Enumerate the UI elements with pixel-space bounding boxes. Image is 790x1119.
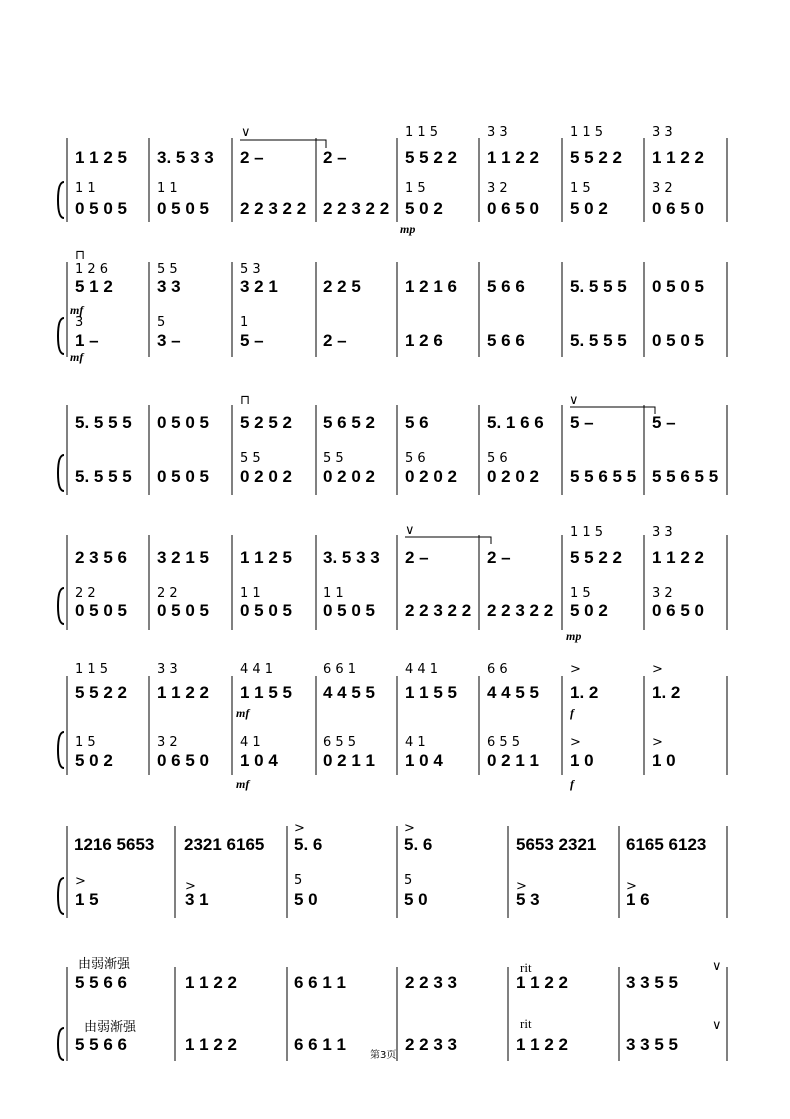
lower-measure: 2 2 3 3 xyxy=(405,1035,457,1054)
accent-mark: > xyxy=(626,879,637,894)
upper-measure: 2 2 3 3 xyxy=(405,973,457,992)
lower-measure: 5 0 2 xyxy=(570,601,608,620)
upper-measure: 5 1 2 xyxy=(75,277,113,296)
upper-measure: 2321 6165 xyxy=(184,835,265,854)
dynamic-f: f xyxy=(570,706,574,720)
upper-measure: 0 5 0 5 xyxy=(157,413,209,432)
upper-measure: 5 5 2 2 xyxy=(405,148,457,167)
lower-harmony: 3 2 xyxy=(487,181,508,196)
system-3 xyxy=(58,393,727,495)
upper-measure: 1 1 5 5 xyxy=(405,683,457,702)
system-7 xyxy=(58,957,727,1061)
lower-measure: 5 0 2 xyxy=(570,199,608,218)
lower-measure: 5 5 6 5 5 xyxy=(570,467,637,486)
lower-measure: 5 0 2 xyxy=(405,199,443,218)
accent-mark: > xyxy=(570,662,581,677)
upper-measure: 5 5 6 6 xyxy=(75,973,127,992)
lower-harmony: 3 xyxy=(75,315,84,330)
lower-measure: 0 2 0 2 xyxy=(323,467,375,486)
upper-harmony: 1 1 5 xyxy=(75,662,109,677)
lower-measure: 1 6 xyxy=(626,890,650,909)
upper-measure: 6 6 1 1 xyxy=(294,973,346,992)
lower-measure: 3 1 xyxy=(185,890,209,909)
lower-measure: 2 2 3 2 2 xyxy=(323,199,390,218)
lower-harmony: 3 2 xyxy=(652,586,673,601)
upper-measure: 1 1 2 2 xyxy=(487,148,539,167)
lower-measure: 0 5 0 5 xyxy=(75,199,127,218)
lower-measure: 0 2 1 1 xyxy=(487,751,539,770)
upper-measure: 2 3 5 6 xyxy=(75,548,127,567)
upper-measure: 3. 5 3 3 xyxy=(157,148,214,167)
upper-measure: 5 6 6 xyxy=(487,277,525,296)
lower-measure: 2 – xyxy=(323,331,347,350)
lower-measure: 1 – xyxy=(75,331,99,350)
lower-measure: 0 5 0 5 xyxy=(652,331,704,350)
upper-harmony: 6 6 1 xyxy=(323,662,357,677)
lower-harmony: 1 5 xyxy=(405,181,426,196)
upper-harmony: 3 3 xyxy=(652,525,673,540)
upper-measure: 5 – xyxy=(570,413,594,432)
upper-measure: 1216 5653 xyxy=(74,835,155,854)
upper-measure: 1 1 2 5 xyxy=(75,148,127,167)
lower-measure: 0 2 0 2 xyxy=(240,467,292,486)
accent-mark: > xyxy=(185,879,196,894)
breath-mark: ∨ xyxy=(712,1018,722,1033)
dynamic-mp: mp xyxy=(400,222,416,236)
lower-measure: 0 6 5 0 xyxy=(652,199,704,218)
lower-measure: 1 0 xyxy=(570,751,594,770)
lower-harmony: 5 5 xyxy=(240,451,261,466)
upper-measure: 2 – xyxy=(240,148,264,167)
accent-mark: > xyxy=(294,821,305,836)
upper-harmony: 6 6 xyxy=(487,662,508,677)
accent-mark: > xyxy=(516,879,527,894)
lower-harmony: 2 2 xyxy=(157,586,178,601)
upper-measure: 1. 2 xyxy=(652,683,681,702)
upper-measure: 5. 6 xyxy=(404,835,433,854)
lower-measure: 0 6 5 0 xyxy=(652,601,704,620)
breath-mark: ∨ xyxy=(405,523,415,538)
upper-measure: 0 5 0 5 xyxy=(652,277,704,296)
upper-harmony: 1 2 6 xyxy=(75,262,109,277)
lower-measure: 3 3 5 5 xyxy=(626,1035,678,1054)
lower-measure: 2 2 3 2 2 xyxy=(240,199,307,218)
lower-measure: 5 0 xyxy=(404,890,428,909)
dynamic-mf: mf xyxy=(70,350,84,364)
accent-mark: > xyxy=(75,874,86,889)
dynamic-mf: mf xyxy=(236,777,250,791)
page-number: 第3页 xyxy=(370,1050,397,1061)
lower-harmony: 5 xyxy=(294,873,303,888)
lower-measure: 1 0 xyxy=(652,751,676,770)
upper-measure: 2 2 5 xyxy=(323,277,361,296)
upper-measure: 1 1 2 2 xyxy=(652,548,704,567)
lower-harmony: 3 2 xyxy=(652,181,673,196)
lower-measure: 5 3 xyxy=(516,890,540,909)
lower-measure: 2 2 3 2 2 xyxy=(405,601,472,620)
lower-harmony: 1 1 xyxy=(240,586,261,601)
system-6 xyxy=(58,821,727,918)
dynamic-mf: mf xyxy=(70,303,84,317)
upper-measure: 3 3 5 5 xyxy=(626,973,678,992)
lower-measure: 5. 5 5 5 xyxy=(570,331,627,350)
lower-harmony: 1 5 xyxy=(75,735,96,750)
upper-measure: 1 1 5 5 xyxy=(240,683,292,702)
lower-measure: 2 2 3 2 2 xyxy=(487,601,554,620)
lower-harmony: 4 1 xyxy=(405,735,426,750)
lower-harmony: 5 xyxy=(404,873,413,888)
system-2 xyxy=(58,248,727,364)
accent-mark: > xyxy=(652,662,663,677)
lower-measure: 0 5 0 5 xyxy=(323,601,375,620)
lower-measure: 1 1 2 2 xyxy=(516,1035,568,1054)
bow-mark: ⊓ xyxy=(75,248,86,263)
lower-measure: 5. 5 5 5 xyxy=(75,467,132,486)
breath-mark: ∨ xyxy=(241,125,251,140)
lower-harmony: 5 5 xyxy=(323,451,344,466)
lower-harmony: 1 5 xyxy=(570,586,591,601)
ritardando-label: rit xyxy=(520,1016,532,1031)
upper-measure: 5 2 5 2 xyxy=(240,413,292,432)
upper-measure: 3. 5 3 3 xyxy=(323,548,380,567)
crescendo-label: 由弱渐强 xyxy=(78,957,131,972)
upper-harmony: 5 3 xyxy=(240,262,261,277)
lower-measure: 5 0 2 xyxy=(75,751,113,770)
upper-measure: 1 1 2 2 xyxy=(516,973,568,992)
upper-measure: 5. 5 5 5 xyxy=(570,277,627,296)
lower-harmony: 6 5 5 xyxy=(323,735,357,750)
upper-harmony: 1 1 5 xyxy=(405,125,439,140)
upper-measure: 5. 6 xyxy=(294,835,323,854)
lower-measure: 0 6 5 0 xyxy=(157,751,209,770)
bow-mark: ⊓ xyxy=(240,393,251,408)
upper-harmony: 4 4 1 xyxy=(240,662,274,677)
upper-measure: 5. 5 5 5 xyxy=(75,413,132,432)
upper-measure: 5653 2321 xyxy=(516,835,597,854)
lower-harmony: 1 1 xyxy=(323,586,344,601)
upper-measure: 2 – xyxy=(323,148,347,167)
upper-measure: 5. 1 6 6 xyxy=(487,413,544,432)
system-5 xyxy=(58,662,727,791)
lower-measure: 6 6 1 1 xyxy=(294,1035,346,1054)
upper-harmony: 4 4 1 xyxy=(405,662,439,677)
upper-measure: 4 4 5 5 xyxy=(487,683,539,702)
lower-measure: 0 2 0 2 xyxy=(487,467,539,486)
upper-measure: 5 6 xyxy=(405,413,429,432)
accent-mark: > xyxy=(652,735,663,750)
upper-measure: 2 – xyxy=(487,548,511,567)
upper-measure: 5 5 2 2 xyxy=(570,148,622,167)
dynamic-mp: mp xyxy=(566,629,582,643)
lower-measure: 5 5 6 6 xyxy=(75,1035,127,1054)
lower-harmony: 1 xyxy=(240,315,249,330)
lower-harmony: 1 5 xyxy=(570,181,591,196)
upper-measure: 3 2 1 xyxy=(240,277,278,296)
lower-measure: 0 5 0 5 xyxy=(157,601,209,620)
upper-harmony: 3 3 xyxy=(487,125,508,140)
lower-measure: 1 2 6 xyxy=(405,331,443,350)
upper-measure: 6165 6123 xyxy=(626,835,707,854)
lower-measure: 5 0 xyxy=(294,890,318,909)
lower-harmony: 3 2 xyxy=(157,735,178,750)
ritardando-label: rit xyxy=(520,960,532,975)
upper-harmony: 1 1 5 xyxy=(570,125,604,140)
system-4 xyxy=(58,523,727,643)
lower-measure: 0 2 1 1 xyxy=(323,751,375,770)
upper-harmony: 3 3 xyxy=(157,662,178,677)
upper-measure: 5 6 5 2 xyxy=(323,413,375,432)
lower-measure: 0 2 0 2 xyxy=(405,467,457,486)
lower-measure: 1 5 xyxy=(75,890,99,909)
dynamic-mf: mf xyxy=(236,706,250,720)
upper-measure: 3 2 1 5 xyxy=(157,548,209,567)
lower-measure: 1 1 2 2 xyxy=(185,1035,237,1054)
upper-harmony: 1 1 5 xyxy=(570,525,604,540)
lower-harmony: 5 xyxy=(157,315,166,330)
lower-measure: 0 5 0 5 xyxy=(157,467,209,486)
upper-measure: 5 5 2 2 xyxy=(75,683,127,702)
upper-harmony: 3 3 xyxy=(652,125,673,140)
upper-measure: 2 – xyxy=(405,548,429,567)
upper-harmony: 5 5 xyxy=(157,262,178,277)
lower-measure: 0 6 5 0 xyxy=(487,199,539,218)
upper-measure: 5 – xyxy=(652,413,676,432)
system-1 xyxy=(58,125,727,236)
accent-mark: > xyxy=(570,735,581,750)
upper-measure: 4 4 5 5 xyxy=(323,683,375,702)
upper-measure: 1 1 2 2 xyxy=(652,148,704,167)
lower-measure: 0 5 0 5 xyxy=(240,601,292,620)
lower-measure: 0 5 0 5 xyxy=(75,601,127,620)
lower-harmony: 2 2 xyxy=(75,586,96,601)
lower-measure: 1 0 4 xyxy=(405,751,443,770)
lower-measure: 0 5 0 5 xyxy=(157,199,209,218)
dynamic-f: f xyxy=(570,777,574,791)
accent-mark: > xyxy=(404,821,415,836)
upper-measure: 1 1 2 2 xyxy=(185,973,237,992)
lower-harmony: 1 1 xyxy=(75,181,96,196)
lower-harmony: 5 6 xyxy=(487,451,508,466)
upper-measure: 1 1 2 2 xyxy=(157,683,209,702)
lower-harmony: 5 6 xyxy=(405,451,426,466)
lower-measure: 1 0 4 xyxy=(240,751,278,770)
lower-measure: 5 – xyxy=(240,331,264,350)
upper-measure: 1 1 2 5 xyxy=(240,548,292,567)
lower-measure: 5 6 6 xyxy=(487,331,525,350)
upper-measure: 3 3 xyxy=(157,277,181,296)
crescendo-label: 由弱渐强 xyxy=(84,1020,137,1035)
lower-measure: 3 – xyxy=(157,331,181,350)
lower-harmony: 1 1 xyxy=(157,181,178,196)
lower-harmony: 6 5 5 xyxy=(487,735,521,750)
lower-harmony: 4 1 xyxy=(240,735,261,750)
breath-mark: ∨ xyxy=(712,959,722,974)
upper-measure: 5 5 2 2 xyxy=(570,548,622,567)
upper-measure: 1. 2 xyxy=(570,683,599,702)
breath-mark: ∨ xyxy=(569,393,579,408)
upper-measure: 1 2 1 6 xyxy=(405,277,457,296)
lower-measure: 5 5 6 5 5 xyxy=(652,467,719,486)
